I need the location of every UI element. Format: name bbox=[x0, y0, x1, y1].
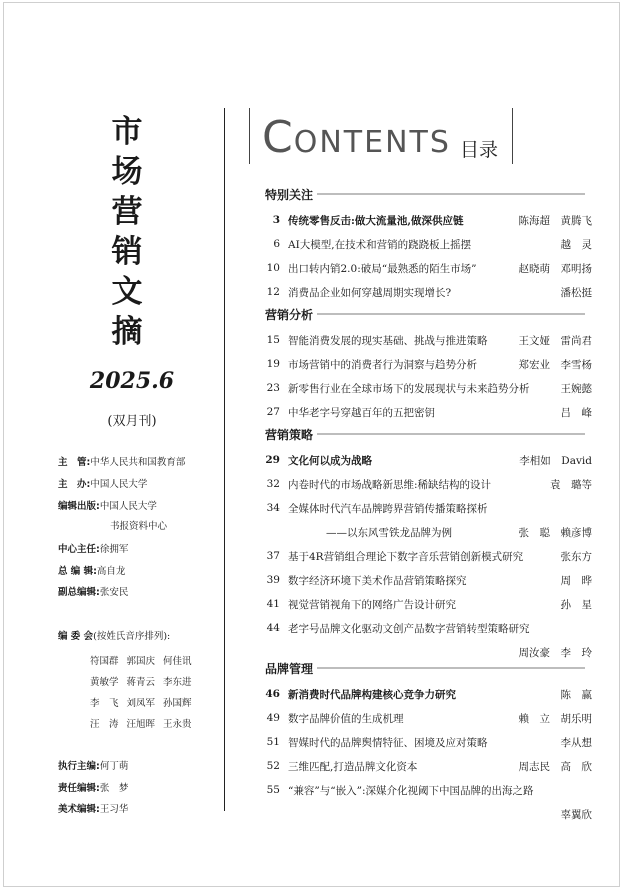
section-heading bbox=[265, 660, 585, 676]
toc-page-number: 29 bbox=[265, 454, 280, 466]
toc-entry[interactable] bbox=[258, 524, 592, 540]
toc-entry[interactable] bbox=[258, 212, 592, 228]
toc-authors: 王文娅 雷尚君 bbox=[518, 334, 592, 347]
section-heading bbox=[265, 306, 585, 322]
toc-entry[interactable] bbox=[258, 644, 592, 660]
column-divider bbox=[224, 108, 225, 811]
toc-authors: 赵晓萌 邓明扬 bbox=[518, 262, 592, 275]
toc-article-title: 新消费时代品牌构建核心竞争力研究 bbox=[288, 688, 456, 701]
toc-entry[interactable] bbox=[258, 758, 592, 774]
toc-article-title: 数字经济环境下美术作品营销策略探究 bbox=[288, 574, 467, 587]
toc-authors: 陈海超 黄腾飞 bbox=[518, 214, 592, 227]
toc-article-title: 三维匹配,打造品牌文化资本 bbox=[288, 760, 418, 773]
toc-article-title: 数字品牌价值的生成机理 bbox=[288, 712, 404, 725]
toc-article-title: 文化何以成为战略 bbox=[288, 454, 372, 467]
toc-authors: 吕 峰 bbox=[560, 406, 592, 419]
committee-heading: 编 委 会(按姓氏音序排列): bbox=[58, 631, 171, 642]
journal-title bbox=[105, 112, 149, 352]
toc-article-title: 基于4R营销组合理论下数字音乐营销创新模式研究 bbox=[288, 550, 524, 563]
toc-authors: 赖 立 胡乐明 bbox=[518, 712, 592, 725]
contents-title: CONTENTS bbox=[262, 112, 451, 163]
toc-page-number: 15 bbox=[266, 334, 280, 346]
journal-title-char: 营 bbox=[111, 194, 143, 230]
toc-entry[interactable] bbox=[258, 476, 592, 492]
toc-authors: 辜翼欣 bbox=[560, 808, 592, 821]
committee-row: 李 飞 刘凤军 孙国辉 bbox=[90, 698, 192, 709]
toc-authors: 孙 星 bbox=[560, 598, 592, 611]
toc-entry[interactable] bbox=[258, 260, 592, 276]
toc-authors: 李从想 bbox=[560, 736, 592, 749]
section-title: 品牌管理 bbox=[265, 661, 314, 676]
journal-title-char: 摘 bbox=[111, 314, 143, 350]
toc-page-number: 49 bbox=[266, 712, 280, 724]
masthead-item: 编辑出版:中国人民大学 bbox=[58, 501, 157, 512]
staff-item: 责任编辑:张 梦 bbox=[58, 783, 129, 794]
staff-item: 执行主编:何丁萌 bbox=[58, 761, 129, 772]
section-rule bbox=[317, 433, 585, 435]
toc-authors: 陈 赢 bbox=[560, 688, 592, 701]
toc-entry[interactable] bbox=[258, 332, 592, 348]
toc-entry[interactable] bbox=[258, 548, 592, 564]
toc-authors: 越 灵 bbox=[560, 238, 592, 251]
masthead-item: 书报资料中心 bbox=[110, 521, 168, 532]
contents-header bbox=[249, 108, 513, 164]
toc-article-title: 传统零售反击:做大流量池,做深供应链 bbox=[288, 214, 464, 227]
toc-page-number: 44 bbox=[266, 622, 280, 634]
toc-article-title: 新零售行业在全球市场下的发展现状与未来趋势分析 bbox=[288, 382, 530, 395]
toc-article-title: “兼容”与“嵌入”:深媒介化视阈下中国品牌的出海之路 bbox=[288, 784, 534, 797]
toc-article-title: 智能消费发展的现实基础、挑战与推进策略 bbox=[288, 334, 488, 347]
section-title: 营销分析 bbox=[265, 307, 314, 322]
toc-entry[interactable] bbox=[258, 782, 592, 798]
toc-article-title: 全媒体时代汽车品牌跨界营销传播策略探析 bbox=[288, 502, 488, 515]
toc-entry[interactable] bbox=[258, 596, 592, 612]
toc-page-number: 41 bbox=[266, 598, 280, 610]
section-title: 特别关注 bbox=[265, 187, 314, 202]
toc-article-title: 中华老字号穿越百年的五把密钥 bbox=[288, 406, 435, 419]
toc-authors: 王婉懿 bbox=[560, 382, 592, 395]
toc-entry[interactable] bbox=[258, 710, 592, 726]
toc-entry[interactable] bbox=[258, 236, 592, 252]
toc-authors: 潘松挺 bbox=[560, 286, 592, 299]
section-title: 营销策略 bbox=[265, 427, 314, 442]
toc-authors: 周汝豪 李 玲 bbox=[518, 646, 592, 659]
toc-article-title: 市场营销中的消费者行为洞察与趋势分析 bbox=[288, 358, 477, 371]
committee-row: 黄敏学 蒋青云 李东进 bbox=[90, 677, 192, 688]
toc-entry[interactable] bbox=[258, 452, 592, 468]
toc-page-number: 34 bbox=[266, 502, 280, 514]
journal-title-char: 文 bbox=[111, 274, 143, 310]
masthead-item: 主 管:中华人民共和国教育部 bbox=[58, 457, 186, 468]
toc-article-title: 内卷时代的市场战略新思维:稀缺结构的设计 bbox=[288, 478, 492, 491]
section-rule bbox=[317, 313, 585, 315]
toc-page-number: 32 bbox=[266, 478, 280, 490]
toc-page-number: 27 bbox=[266, 406, 280, 418]
contents-title-cn: 目录 bbox=[460, 139, 499, 161]
toc-entry[interactable] bbox=[258, 686, 592, 702]
section-rule bbox=[317, 667, 585, 669]
toc-page-number: 23 bbox=[266, 382, 280, 394]
section-heading bbox=[265, 186, 585, 202]
issue-frequency: (双月刊) bbox=[107, 414, 157, 429]
masthead-item: 副总编辑:张安民 bbox=[58, 587, 129, 598]
toc-article-title: ——以东风雪铁龙品牌为例 bbox=[326, 526, 452, 539]
masthead-item: 主 办:中国人民大学 bbox=[58, 479, 148, 490]
committee-row: 符国群 郭国庆 何佳讯 bbox=[90, 656, 192, 667]
toc-page-number: 12 bbox=[266, 286, 280, 298]
toc-article-title: 消费品企业如何穿越周期实现增长? bbox=[288, 286, 452, 299]
toc-authors: 周志民 高 欣 bbox=[518, 760, 592, 773]
toc-page-number: 37 bbox=[266, 550, 280, 562]
toc-entry[interactable] bbox=[258, 356, 592, 372]
journal-title-char: 市 bbox=[111, 114, 143, 150]
toc-entry[interactable] bbox=[258, 404, 592, 420]
toc-article-title: 视觉营销视角下的网络广告设计研究 bbox=[288, 598, 456, 611]
toc-page-number: 10 bbox=[266, 262, 280, 274]
toc-page-number: 6 bbox=[273, 238, 280, 250]
toc-entry[interactable] bbox=[258, 500, 592, 516]
toc-entry[interactable] bbox=[258, 806, 592, 822]
toc-page-number: 39 bbox=[266, 574, 280, 586]
toc-authors: 张东方 bbox=[560, 550, 592, 563]
toc-page-number: 19 bbox=[266, 358, 280, 370]
toc-entry[interactable] bbox=[258, 620, 592, 636]
toc-entry[interactable] bbox=[258, 572, 592, 588]
toc-entry[interactable] bbox=[258, 734, 592, 750]
toc-page-number: 51 bbox=[266, 736, 280, 748]
toc-article-title: 智媒时代的品牌舆情特征、困境及应对策略 bbox=[288, 736, 488, 749]
toc-authors: 周 晔 bbox=[560, 574, 592, 587]
toc-page-number: 52 bbox=[266, 760, 280, 772]
toc-authors: 李相如 David bbox=[519, 454, 592, 467]
toc-authors: 郑宏业 李雪杨 bbox=[518, 358, 592, 371]
toc-authors: 张 聪 赖彦博 bbox=[518, 526, 592, 539]
issue-number: 2025.6 bbox=[89, 368, 175, 394]
journal-title-char: 场 bbox=[111, 154, 143, 190]
masthead-item: 中心主任:徐拥军 bbox=[58, 544, 129, 555]
staff-item: 美术编辑:王习华 bbox=[58, 804, 129, 815]
toc-page-number: 46 bbox=[265, 688, 280, 700]
toc-page-number: 3 bbox=[272, 214, 280, 226]
toc-page-number: 55 bbox=[266, 784, 280, 796]
toc-article-title: AI大模型,在技术和营销的跷跷板上摇摆 bbox=[288, 238, 472, 251]
section-heading bbox=[265, 426, 585, 442]
masthead-item: 总 编 辑:高自龙 bbox=[58, 566, 126, 577]
section-rule bbox=[317, 193, 585, 195]
toc-article-title: 老字号品牌文化驱动文创产品数字营销转型策略研究 bbox=[288, 622, 530, 635]
toc-entry[interactable] bbox=[258, 380, 592, 396]
committee-list bbox=[90, 651, 210, 735]
toc-entry[interactable] bbox=[258, 284, 592, 300]
committee-row: 汪 涛 汪旭晖 王永贵 bbox=[90, 719, 192, 730]
toc-authors: 袁 璐等 bbox=[550, 478, 592, 491]
journal-title-char: 销 bbox=[111, 234, 143, 270]
toc-article-title: 出口转内销2.0:破局“最熟悉的陌生市场” bbox=[288, 262, 477, 275]
